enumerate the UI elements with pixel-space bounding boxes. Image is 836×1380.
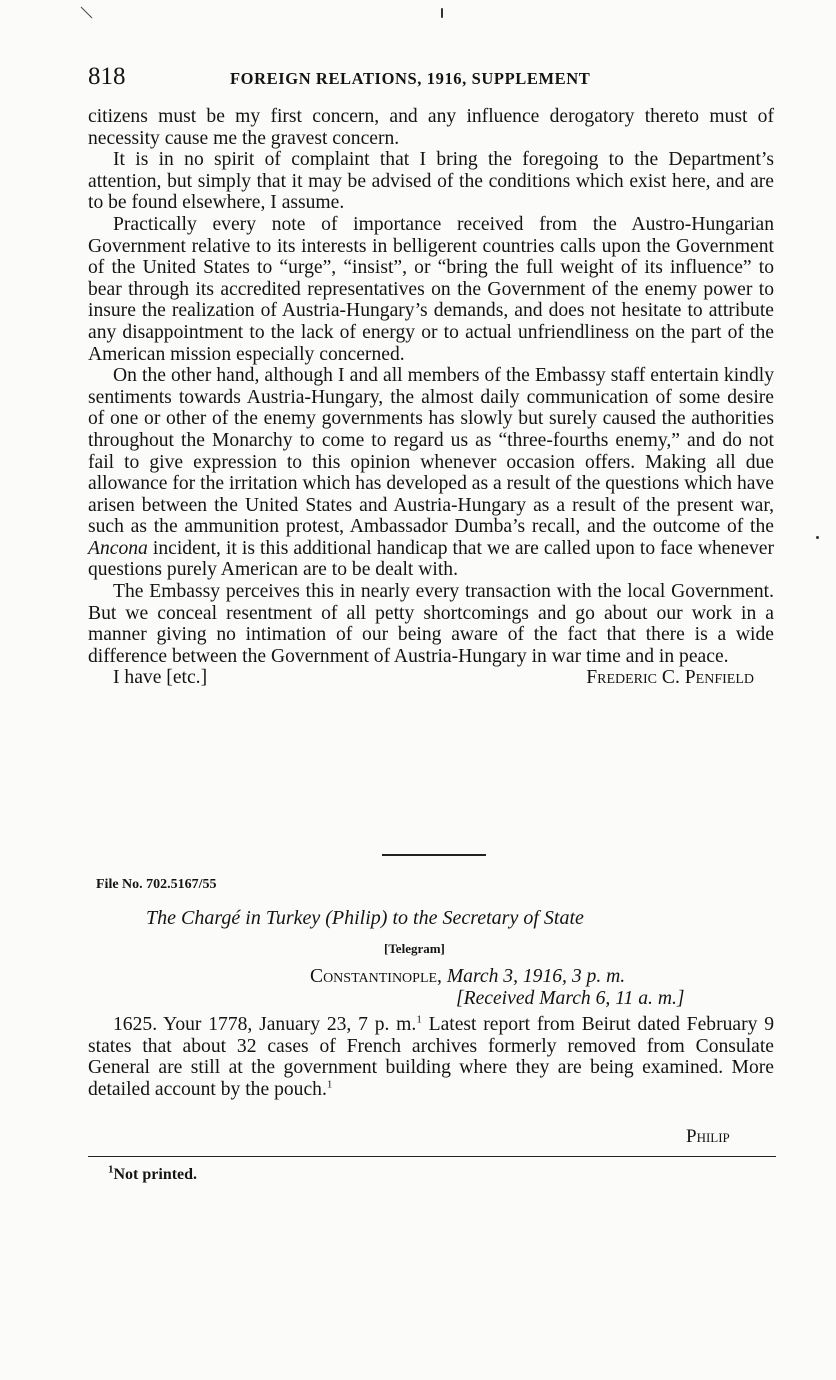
scan-speck bbox=[441, 8, 443, 18]
received-line bbox=[456, 988, 685, 1010]
page-header bbox=[88, 62, 776, 96]
paragraph-continuation: citizens must be my first concern, and any influence derogatory thereto must of necessity cause me the gravest concern. bbox=[88, 106, 774, 149]
dateline-date: March 3, 1916, 3 p. m. bbox=[446, 966, 626, 987]
paragraph-embassy-staff bbox=[88, 365, 774, 581]
paragraph-embassy-perceives: The Embassy perceives this in nearly every transaction with the local Government. But we conceal resentment of all petty shortcomings and go about our work in a manner giving no intimation of our being aware of the fact that there is a wide difference between the Government of Austria-Hungary in war time and in peace. bbox=[88, 581, 774, 667]
paragraph-complaint: It is in no spirit of complaint that I bring the foregoing to the Department’s attention, but simply that it may be advised of the conditions which exist here, and are to be found elsewhere, I assume. bbox=[88, 149, 774, 214]
telegram-body bbox=[88, 1014, 774, 1100]
ship-name-ancona: Ancona bbox=[88, 537, 148, 559]
page-number: 818 bbox=[88, 63, 126, 90]
file-number: File No. 702.5167/55 bbox=[96, 877, 217, 892]
telegram-text: Latest report from Beirut dated February 9 states that about 32 cases of French archives formerly removed from Consulate General are still at the government building where they are being examined. More detailed account by the pouch. bbox=[88, 1014, 774, 1100]
paragraph-text: On the other hand, although I and all members of the Embassy staff entertain kindly sentiments towards Austria-Hungary, the almost daily communication of some desire of one or other of the enemy governments has slowly but surely caused the authorities throughout the Monarchy to come to regard us as “three-fourths enemy,” and do not fail to give expression to this opinion whenever occasion offers. Making all due allowance for the irritation which has developed as a result of the questions which have arisen between the United States and Austria-Hungary as a result of the present war, such as the ammunition protest, Ambassador Dumba’s recall, and the outcome of the bbox=[88, 365, 774, 538]
telegram-text: 1625. Your 1778, January 23, 7 p. m. bbox=[113, 1014, 417, 1035]
scan-artifact-mark bbox=[80, 6, 94, 20]
footnote-ref: 1 bbox=[416, 1013, 422, 1026]
letter-body bbox=[88, 106, 774, 689]
paragraph-text: incident, it is this additional handicap that we are called upon to face whenever questions purely American are to be dealt with. bbox=[88, 537, 774, 581]
footnote-text: Not printed. bbox=[113, 1166, 198, 1183]
document-title: The Chargé in Turkey (Philip) to the Secretary of State bbox=[146, 907, 584, 929]
scan-speck bbox=[816, 536, 819, 539]
footnote-ref: 1 bbox=[326, 1078, 333, 1091]
received-date: [Received March 6, 11 a. m.] bbox=[456, 988, 685, 1009]
section-divider bbox=[382, 854, 486, 856]
closing-phrase: I have [etc.] bbox=[113, 667, 208, 689]
footnote bbox=[108, 1165, 197, 1185]
telegram-label: [Telegram] bbox=[384, 941, 445, 956]
dateline bbox=[310, 966, 625, 988]
footnote-mark: 1 bbox=[108, 1163, 114, 1176]
telegram-paragraph bbox=[88, 1014, 774, 1100]
footnote-rule bbox=[88, 1156, 776, 1157]
dateline-place: Constantinople, bbox=[310, 966, 442, 987]
letter-closing bbox=[88, 667, 774, 689]
running-head: FOREIGN RELATIONS, 1916, SUPPLEMENT bbox=[230, 69, 591, 88]
signature-philip: Philip bbox=[686, 1126, 730, 1147]
paragraph-austro-hungarian-notes: Practically every note of importance received from the Austro-Hungarian Government relative to its interests in belligerent countries calls upon the Government of the United States to “urge”, “insist”, or “bring the full weight of its influence” to bear through its accredited representatives on the Government of the enemy power to insure the realization of Austria-Hungary’s demands, and does not hesitate to attribute any disappointment to the lack of energy or to actual unfriendliness on the part of the American mission especially concerned. bbox=[88, 213, 774, 365]
signature-penfield: Frederic C. Penfield bbox=[586, 667, 754, 689]
